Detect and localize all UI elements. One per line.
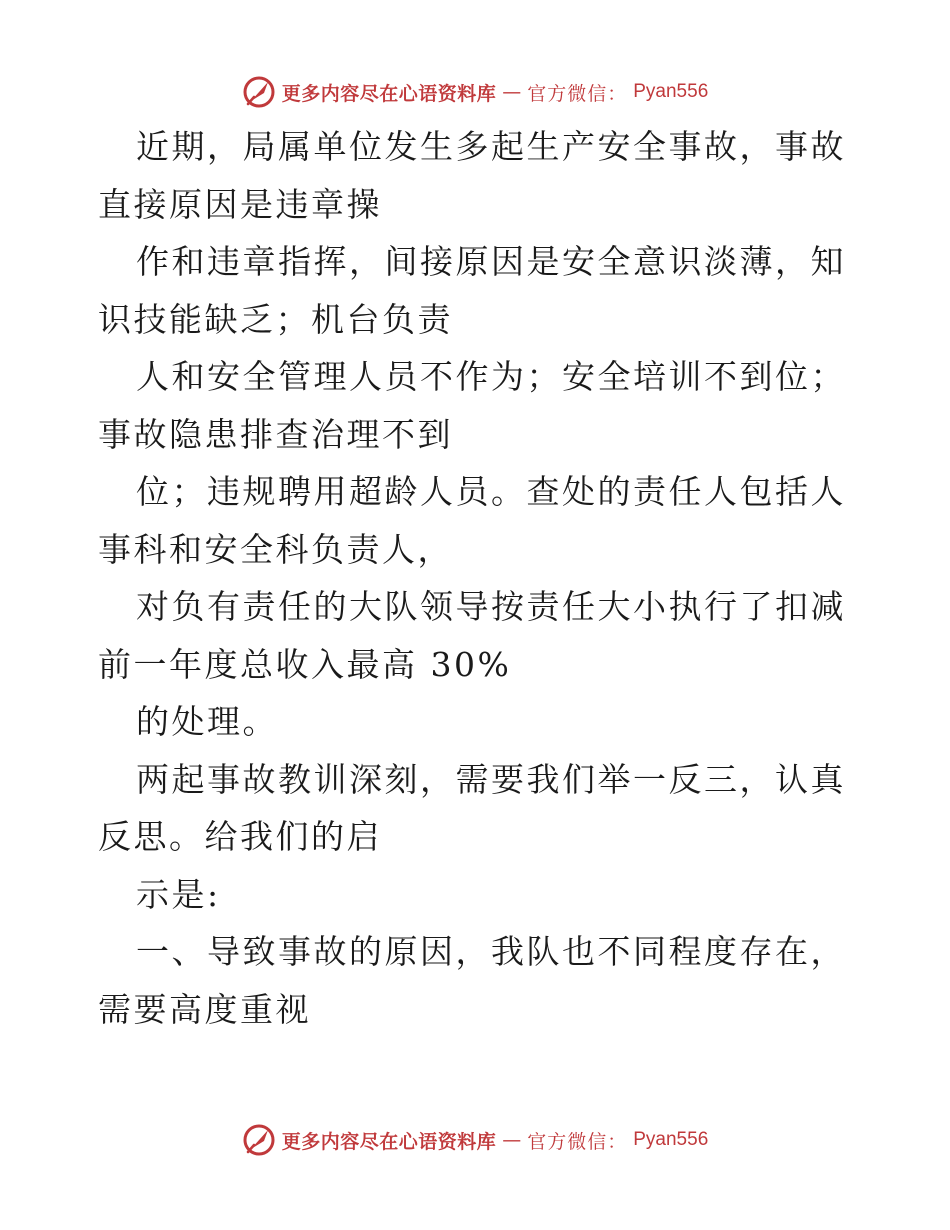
watermark-separator: — (502, 81, 522, 103)
header-watermark (0, 72, 950, 112)
paragraph: 示是: (136, 874, 221, 914)
watermark-wechat-id: Pyan556 (633, 1129, 709, 1150)
paragraph: 位；违规聘用超龄人员。查处的责任人包括人事科和安全科负责人， (98, 472, 846, 569)
paragraph: 作和违章指挥，间接原因是安全意识淡薄，知识技能缺乏；机台负责 (98, 242, 846, 339)
paragraph: 人和安全管理人员不作为；安全培训不到位；事故隐患排查治理不到 (98, 357, 846, 454)
watermark-wechat-label: 官方微信： (527, 82, 628, 105)
paragraph: 两起事故教训深刻，需要我们举一反三，认真反思。给我们的启 (98, 759, 846, 856)
watermark-wechat-label: 官方微信： (527, 1130, 628, 1153)
paragraph: 的处理。 (136, 702, 278, 741)
watermark-brand: 更多内容尽在心语资料库 (281, 1130, 497, 1153)
paragraph: 一、导致事故的原因，我队也不同程度存在，需要高度重视 (98, 932, 846, 1029)
document-body (98, 118, 858, 1038)
paragraph: 对负有责任的大队领导按责任大小执行了扣减前一年度总收入最高 30% (98, 587, 846, 684)
watermark-separator: — (502, 1129, 522, 1151)
watermark-brand: 更多内容尽在心语资料库 (281, 82, 497, 105)
footer-watermark (0, 1120, 950, 1160)
paragraph: 近期，局属单位发生多起生产安全事故，事故直接原因是违章操 (98, 127, 846, 224)
quill-logo-icon (242, 75, 276, 109)
watermark-wechat-id: Pyan556 (633, 81, 709, 102)
quill-logo-icon (242, 1123, 276, 1157)
